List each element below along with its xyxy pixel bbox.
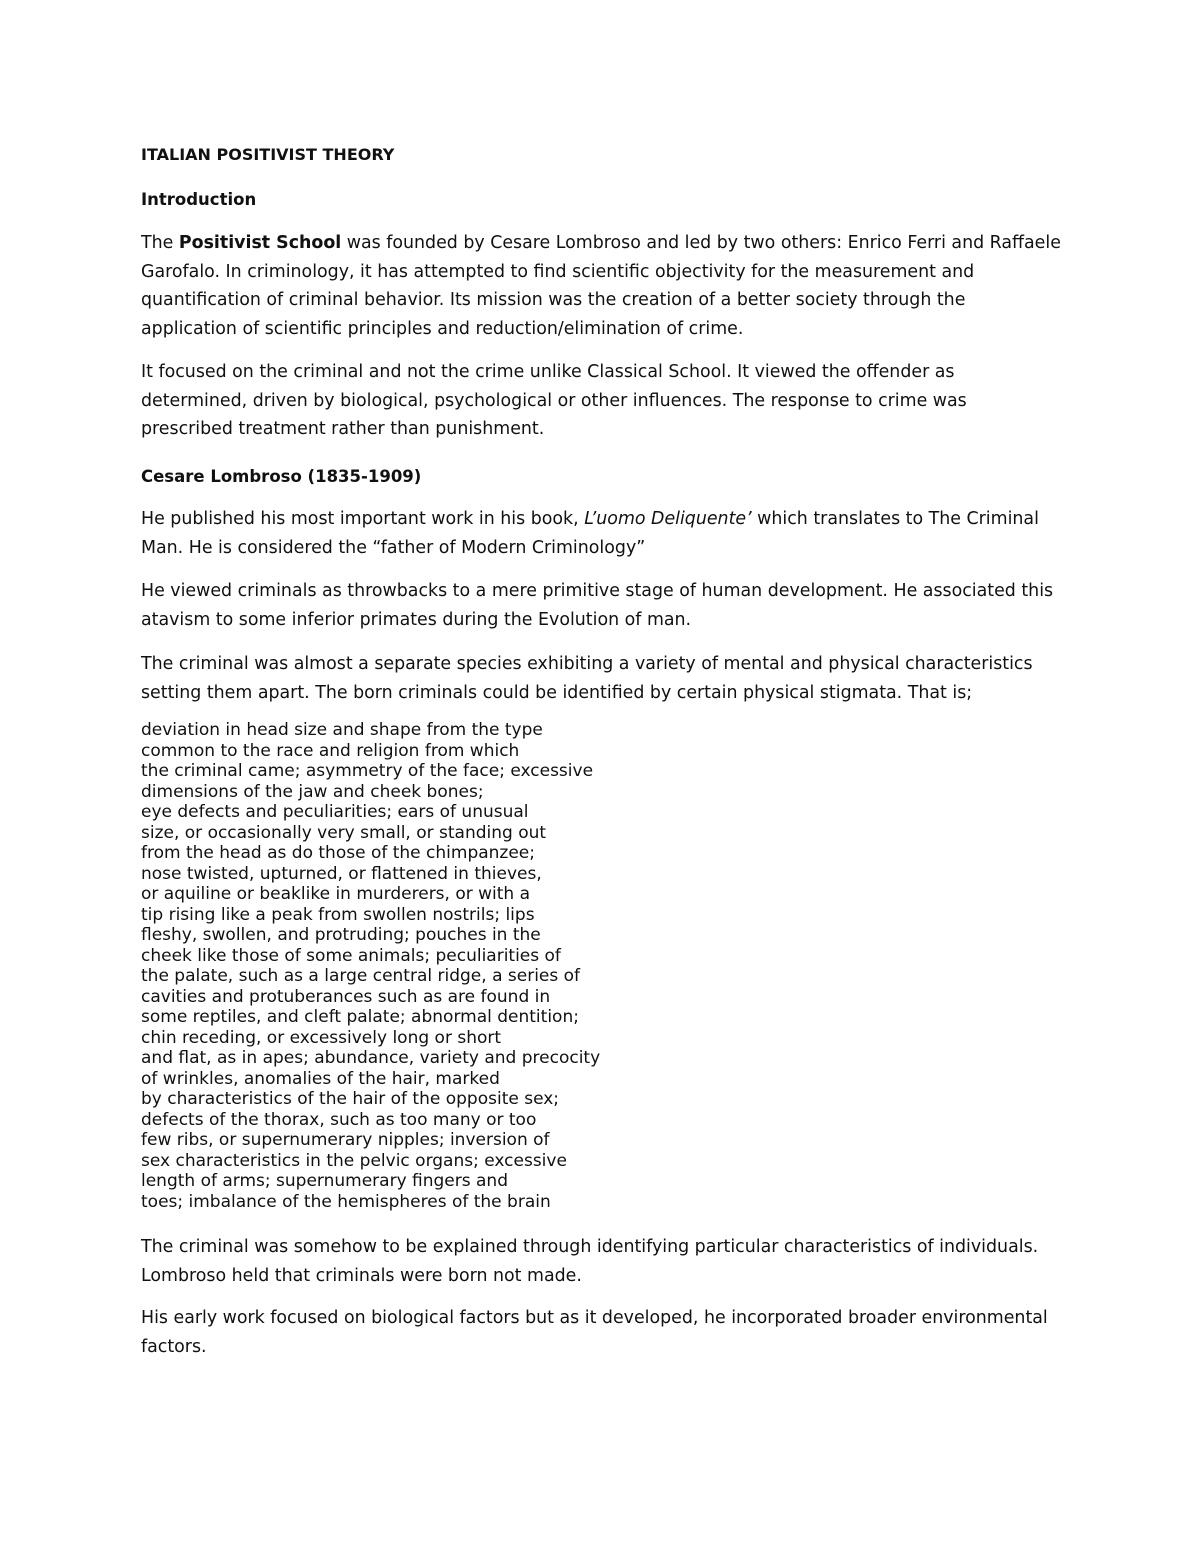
- lombroso-heading: Cesare Lombroso (1835-1909): [141, 467, 422, 486]
- quote-line: chin receding, or excessively long or short: [141, 1027, 502, 1048]
- stigmata-quote-block: [141, 720, 701, 1212]
- paragraph-line: He viewed criminals as throwbacks to a mere primitive stage of human development. He associated this: [141, 581, 1054, 601]
- quote-line: size, or occasionally very small, or standing out: [141, 822, 547, 843]
- paragraph-criminal-explained: [141, 1233, 1066, 1290]
- paragraph-line: It focused on the criminal and not the crime unlike Classical School. It viewed the offender as: [141, 362, 955, 382]
- positivist-school-term: Positivist School: [178, 233, 342, 253]
- paragraph-line: The Positivist School was founded by Cesare Lombroso and led by two others: Enrico Ferri and Raffaele: [141, 233, 1061, 253]
- quote-line: sex characteristics in the pelvic organs; excessive: [141, 1150, 567, 1171]
- paragraph-line: determined, driven by biological, psychological or other influences. The response to crime was: [141, 390, 967, 411]
- paragraph-line: quantification of criminal behavior. Its mission was the creation of a better society through the: [141, 290, 966, 310]
- paragraph-early-work: [141, 1304, 1066, 1361]
- quote-line: toes; imbalance of the hemispheres of the brain: [141, 1191, 551, 1212]
- quote-line: by characteristics of the hair of the opposite sex;: [141, 1089, 560, 1109]
- paragraph-focus-on-criminal: [141, 358, 1066, 444]
- book-title: L’uomo Deliquente’: [584, 509, 752, 529]
- quote-line: and flat, as in apes; abundance, variety and precocity: [141, 1048, 601, 1068]
- paragraph-line: He published his most important work in his book, L’uomo Deliquente’ which translates to The Criminal: [141, 509, 1039, 529]
- quote-line: the criminal came; asymmetry of the face; excessive: [141, 761, 594, 781]
- quote-line: cheek like those of some animals; peculiarities of: [141, 945, 561, 966]
- paragraph-line: atavism to some inferior primates during the Evolution of man.: [141, 609, 692, 630]
- quote-line: length of arms; supernumerary fingers and: [141, 1171, 509, 1191]
- paragraph-line: application of scientific principles and reduction/elimination of crime.: [141, 318, 744, 339]
- quote-line: deviation in head size and shape from the type: [141, 720, 543, 740]
- paragraph-atavism: [141, 577, 1066, 634]
- quote-line: some reptiles, and cleft palate; abnormal dentition;: [141, 1007, 579, 1027]
- paragraph-line: setting them apart. The born criminals could be identified by certain physical stigmata. That is;: [141, 682, 973, 703]
- quote-line: defects of the thorax, such as too many or too: [141, 1109, 537, 1130]
- paragraph-line: Man. He is considered the “father of Modern Criminology”: [141, 537, 646, 558]
- quote-line: of wrinkles, anomalies of the hair, marked: [141, 1068, 500, 1089]
- paragraph-line: factors.: [141, 1336, 207, 1357]
- introduction-heading: Introduction: [141, 190, 257, 209]
- quote-line: dimensions of the jaw and cheek bones;: [141, 781, 484, 802]
- quote-line: nose twisted, upturned, or flattened in thieves,: [141, 863, 542, 884]
- paragraph-line: The criminal was almost a separate species exhibiting a variety of mental and physical characteristics: [141, 654, 1033, 674]
- quote-line: from the head as do those of the chimpanzee;: [141, 843, 535, 863]
- quote-line: fleshy, swollen, and protruding; pouches in the: [141, 925, 541, 945]
- quote-line: the palate, such as a large central ridge, a series of: [141, 966, 581, 986]
- quote-line: few ribs, or supernumerary nipples; inversion of: [141, 1130, 550, 1150]
- paragraph-line: Lombroso held that criminals were born not made.: [141, 1265, 582, 1286]
- quote-line: common to the race and religion from which: [141, 740, 520, 761]
- paragraph-separate-species: [141, 650, 1066, 707]
- paragraph-line: The criminal was somehow to be explained through identifying particular characteristics of individuals.: [141, 1237, 1039, 1257]
- paragraph-lombroso-book: [141, 505, 1066, 562]
- quote-line: cavities and protuberances such as are found in: [141, 986, 551, 1007]
- paragraph-positivist-school: [141, 229, 1066, 343]
- quote-line: tip rising like a peak from swollen nostrils; lips: [141, 904, 535, 925]
- quote-line: eye defects and peculiarities; ears of unusual: [141, 802, 529, 822]
- paragraph-line: prescribed treatment rather than punishment.: [141, 419, 545, 439]
- paragraph-line: Garofalo. In criminology, it has attempted to find scientific objectivity for the measurement and: [141, 261, 975, 282]
- quote-line: or aquiline or beaklike in murderers, or with a: [141, 884, 531, 904]
- paragraph-line: His early work focused on biological factors but as it developed, he incorporated broader environmental: [141, 1308, 1048, 1328]
- document-title: ITALIAN POSITIVIST THEORY: [141, 145, 395, 164]
